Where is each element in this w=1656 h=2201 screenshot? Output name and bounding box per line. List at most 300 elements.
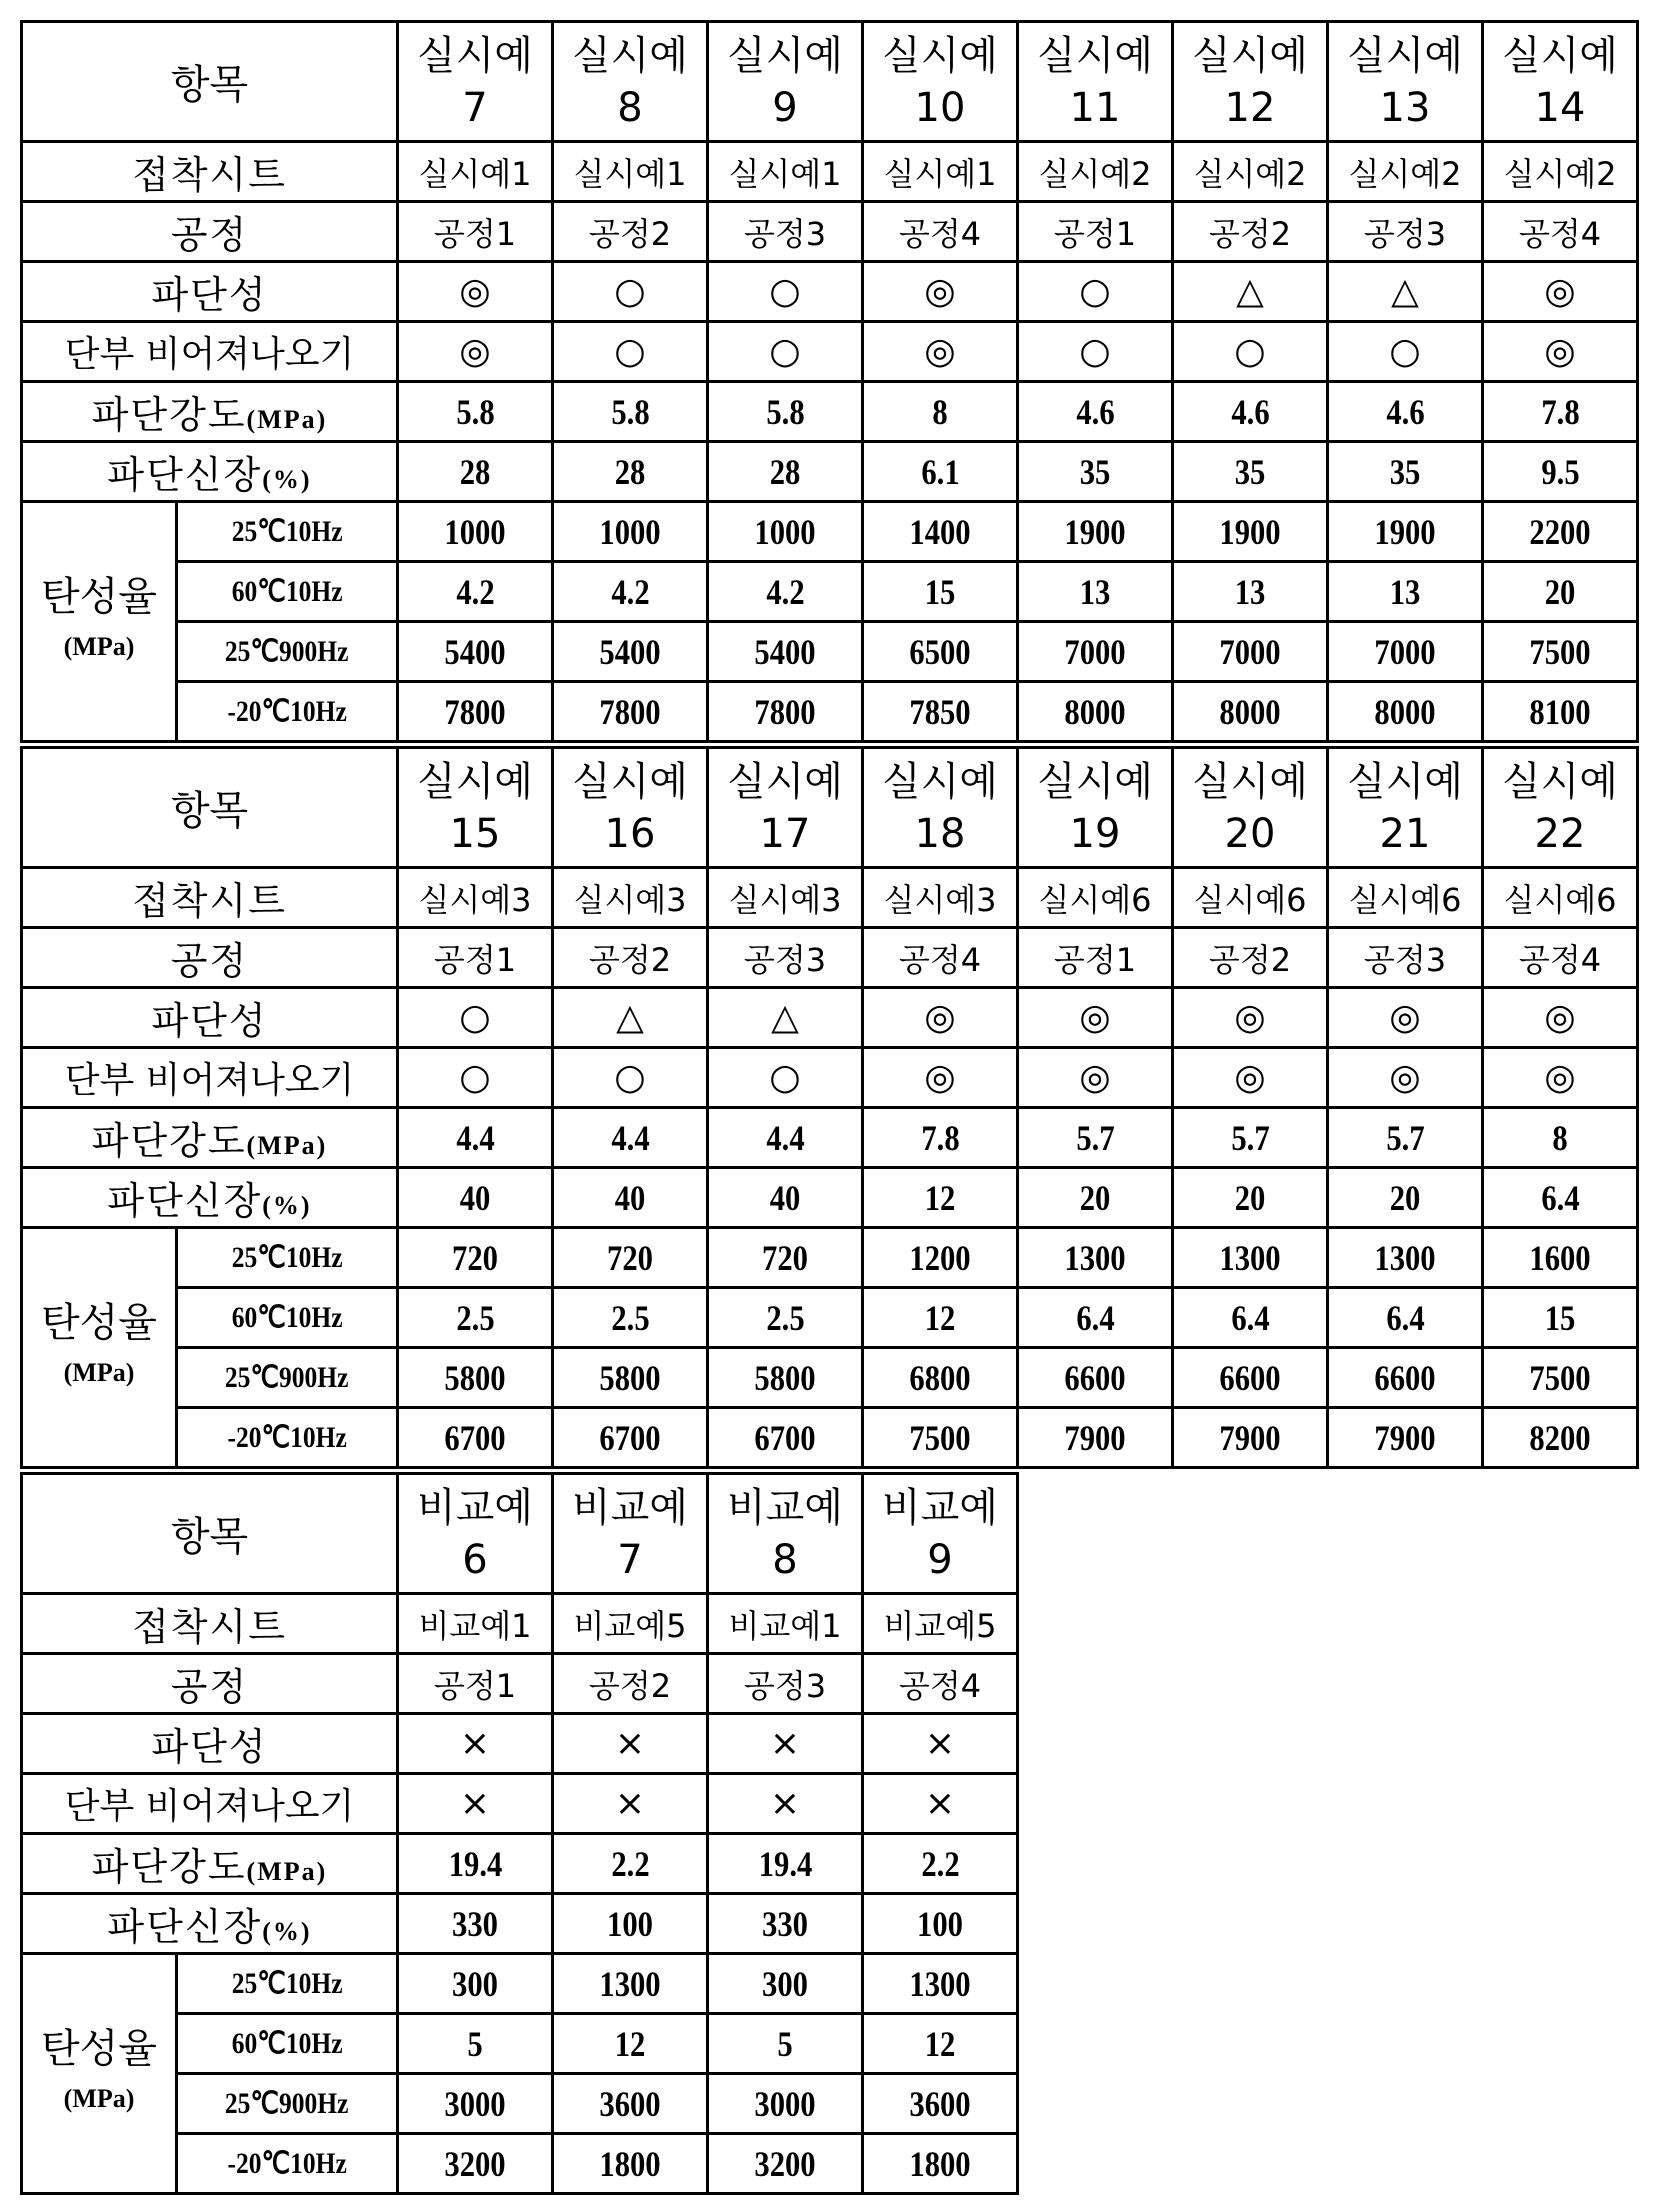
table-cell bbox=[1018, 1348, 1173, 1408]
table-cell bbox=[398, 262, 553, 322]
process-value: 공정3 bbox=[744, 1667, 826, 1705]
breakability-label bbox=[22, 262, 398, 322]
column-title: 비교예 bbox=[399, 1482, 551, 1534]
table-cell bbox=[1173, 322, 1328, 382]
modulus-value: 7000 bbox=[1219, 631, 1280, 673]
table-cell bbox=[863, 1408, 1018, 1468]
breakability-value: ○ bbox=[1079, 271, 1110, 312]
breakability-value: ◎ bbox=[1234, 997, 1265, 1038]
elastic-modulus-label bbox=[22, 502, 177, 742]
table-cell bbox=[1018, 682, 1173, 742]
condition-label bbox=[177, 562, 398, 622]
table-cell bbox=[553, 1288, 708, 1348]
table-cell bbox=[1173, 1168, 1328, 1228]
modulus-value: 7800 bbox=[444, 691, 505, 733]
elongation-value: 35 bbox=[1235, 451, 1266, 493]
process-row bbox=[22, 202, 1638, 262]
column-title: 비교예 bbox=[864, 1482, 1016, 1534]
modulus-value: 1800 bbox=[909, 2143, 970, 2185]
table-cell bbox=[1173, 382, 1328, 442]
strength-value: 4.4 bbox=[456, 1117, 494, 1159]
edge-protrusion-label bbox=[22, 1774, 398, 1834]
column-header bbox=[708, 748, 863, 868]
table-cell bbox=[553, 2074, 708, 2134]
column-number: 22 bbox=[1484, 808, 1636, 860]
table-cell bbox=[1483, 868, 1638, 928]
modulus-value: 1300 bbox=[1064, 1237, 1125, 1279]
strength-value: 19.4 bbox=[448, 1843, 502, 1885]
elongation-value: 40 bbox=[770, 1177, 801, 1219]
table-cell bbox=[1018, 202, 1173, 262]
table-cell bbox=[398, 1714, 553, 1774]
modulus-value: 6700 bbox=[599, 1417, 660, 1459]
elastic-modulus-row bbox=[22, 1408, 1638, 1468]
breaking-elongation-row bbox=[22, 442, 1638, 502]
table-cell bbox=[398, 1108, 553, 1168]
breakability-value: ○ bbox=[614, 271, 645, 312]
column-header bbox=[553, 748, 708, 868]
column-number: 9 bbox=[864, 1534, 1016, 1586]
table-cell bbox=[1328, 988, 1483, 1048]
strength-value: 5.8 bbox=[456, 391, 494, 433]
table-cell bbox=[1018, 622, 1173, 682]
table-cell bbox=[1483, 1348, 1638, 1408]
table-cell bbox=[1328, 502, 1483, 562]
row-label-text: 파단강도 bbox=[92, 393, 247, 437]
modulus-value: 1200 bbox=[909, 1237, 970, 1279]
elastic-modulus-row bbox=[22, 1228, 1638, 1288]
unit-label: (MPa) bbox=[247, 1857, 328, 1886]
table-cell bbox=[1328, 322, 1483, 382]
process-value: 공정4 bbox=[899, 1667, 981, 1705]
table-cell bbox=[553, 1894, 708, 1954]
edge-value: × bbox=[925, 1783, 955, 1824]
condition-label bbox=[177, 502, 398, 562]
process-value: 공정3 bbox=[1364, 941, 1446, 979]
edge-protrusion-row bbox=[22, 322, 1638, 382]
table-cell bbox=[1173, 622, 1328, 682]
breakability-value: ○ bbox=[459, 997, 490, 1038]
table-cell bbox=[708, 1894, 863, 1954]
table-cell bbox=[1328, 1288, 1483, 1348]
row-label-text: 접착시트 bbox=[132, 1605, 287, 1649]
table-cell bbox=[398, 562, 553, 622]
table-cell bbox=[1173, 682, 1328, 742]
table-cell bbox=[398, 1228, 553, 1288]
sheet-value: 비교예5 bbox=[573, 1607, 686, 1645]
table-cell bbox=[863, 202, 1018, 262]
table-cell bbox=[708, 868, 863, 928]
modulus-unit: (MPa) bbox=[23, 2074, 175, 2124]
column-number: 10 bbox=[864, 82, 1016, 134]
modulus-value: 5800 bbox=[444, 1357, 505, 1399]
process-row bbox=[22, 1654, 1018, 1714]
breaking-elongation-row bbox=[22, 1168, 1638, 1228]
sheet-value: 비교예1 bbox=[728, 1607, 841, 1645]
sheet-value: 실시예2 bbox=[1348, 155, 1461, 193]
table-cell bbox=[1173, 868, 1328, 928]
table-cell bbox=[398, 502, 553, 562]
table-cell bbox=[553, 1348, 708, 1408]
condition-label bbox=[177, 1408, 398, 1468]
strength-value: 4.6 bbox=[1231, 391, 1269, 433]
process-value: 공정1 bbox=[434, 1667, 516, 1705]
breakability-label bbox=[22, 988, 398, 1048]
row-label-text: 단부 비어져나오기 bbox=[65, 334, 355, 375]
modulus-unit: (MPa) bbox=[23, 622, 175, 672]
edge-value: ○ bbox=[614, 1057, 645, 1098]
table-cell bbox=[708, 1594, 863, 1654]
table-cell bbox=[1173, 928, 1328, 988]
table-cell bbox=[863, 442, 1018, 502]
sheet-value: 실시예3 bbox=[418, 881, 531, 919]
table-cell bbox=[1328, 382, 1483, 442]
table-cell bbox=[398, 2134, 553, 2194]
elongation-value: 330 bbox=[452, 1903, 498, 1945]
unit-label: (%) bbox=[262, 1917, 311, 1946]
table-cell bbox=[398, 1654, 553, 1714]
column-header bbox=[708, 22, 863, 142]
strength-value: 19.4 bbox=[758, 1843, 812, 1885]
item-header: 항목 bbox=[22, 748, 398, 868]
table-cell bbox=[1018, 322, 1173, 382]
breakability-row bbox=[22, 262, 1638, 322]
modulus-value: 3000 bbox=[754, 2083, 815, 2125]
modulus-value: 1800 bbox=[599, 2143, 660, 2185]
modulus-value: 15 bbox=[1545, 1297, 1576, 1339]
sheet-value: 실시예1 bbox=[883, 155, 996, 193]
table-cell bbox=[1328, 262, 1483, 322]
table-cell bbox=[398, 1048, 553, 1108]
condition-text: 25℃10Hz bbox=[232, 1966, 343, 2001]
elastic-modulus-row bbox=[22, 1954, 1018, 2014]
process-value: 공정4 bbox=[1519, 215, 1601, 253]
modulus-value: 720 bbox=[452, 1237, 498, 1279]
table-cell bbox=[553, 502, 708, 562]
table-cell bbox=[1018, 1168, 1173, 1228]
table-cell bbox=[708, 2014, 863, 2074]
sheet-value: 실시예2 bbox=[1038, 155, 1151, 193]
modulus-value: 6600 bbox=[1374, 1357, 1435, 1399]
sheet-value: 실시예3 bbox=[573, 881, 686, 919]
column-title: 실시예 bbox=[1174, 756, 1326, 808]
table-cell bbox=[398, 382, 553, 442]
breakability-value: × bbox=[615, 1723, 645, 1764]
breakability-row bbox=[22, 988, 1638, 1048]
condition-text: 60℃10Hz bbox=[232, 574, 343, 609]
condition-label bbox=[177, 622, 398, 682]
modulus-value: 6.4 bbox=[1076, 1297, 1114, 1339]
table-cell bbox=[1018, 1108, 1173, 1168]
edge-value: × bbox=[460, 1783, 490, 1824]
sheet-value: 실시예1 bbox=[573, 155, 686, 193]
table-cell bbox=[1173, 1408, 1328, 1468]
edge-value: ○ bbox=[769, 331, 800, 372]
table-cell bbox=[1328, 562, 1483, 622]
table-cell bbox=[708, 988, 863, 1048]
modulus-value: 3000 bbox=[444, 2083, 505, 2125]
table-cell bbox=[553, 928, 708, 988]
table-cell bbox=[708, 502, 863, 562]
table-cell bbox=[1173, 988, 1328, 1048]
column-title: 비교예 bbox=[554, 1482, 706, 1534]
elongation-value: 28 bbox=[615, 451, 646, 493]
unit-label: (MPa) bbox=[247, 1131, 328, 1160]
breaking-elongation-label bbox=[22, 1894, 398, 1954]
table-cell bbox=[553, 382, 708, 442]
table-cell bbox=[553, 1108, 708, 1168]
table-cell bbox=[863, 1834, 1018, 1894]
table-cell bbox=[553, 988, 708, 1048]
table-cell bbox=[1328, 142, 1483, 202]
modulus-label-text: 탄성율 bbox=[23, 1298, 175, 1348]
column-title: 실시예 bbox=[1019, 30, 1171, 82]
sheet-value: 실시예6 bbox=[1038, 881, 1151, 919]
table-cell bbox=[1018, 928, 1173, 988]
row-label-text: 파단성 bbox=[151, 999, 267, 1043]
table-cell bbox=[553, 2014, 708, 2074]
strength-value: 5.8 bbox=[766, 391, 804, 433]
modulus-value: 2.5 bbox=[611, 1297, 649, 1339]
results-table-1 bbox=[20, 20, 1639, 743]
table-cell bbox=[863, 868, 1018, 928]
edge-protrusion-label bbox=[22, 1048, 398, 1108]
process-value: 공정3 bbox=[744, 215, 826, 253]
column-title: 실시예 bbox=[709, 30, 861, 82]
edge-protrusion-row bbox=[22, 1774, 1018, 1834]
modulus-value: 3200 bbox=[444, 2143, 505, 2185]
table-cell bbox=[1328, 622, 1483, 682]
elongation-value: 100 bbox=[607, 1903, 653, 1945]
table-cell bbox=[863, 1288, 1018, 1348]
elastic-modulus-label bbox=[22, 1954, 177, 2194]
table-cell bbox=[1173, 1348, 1328, 1408]
breakability-value: ◎ bbox=[1079, 997, 1110, 1038]
breakability-value: × bbox=[770, 1723, 800, 1764]
modulus-value: 4.2 bbox=[766, 571, 804, 613]
modulus-value: 6.4 bbox=[1386, 1297, 1424, 1339]
adhesive-sheet-label bbox=[22, 868, 398, 928]
table-cell bbox=[1328, 868, 1483, 928]
table-cell bbox=[1483, 682, 1638, 742]
breaking-strength-label bbox=[22, 1834, 398, 1894]
table-cell bbox=[708, 1774, 863, 1834]
modulus-label-text: 탄성율 bbox=[23, 572, 175, 622]
table-cell bbox=[1173, 1048, 1328, 1108]
modulus-value: 1900 bbox=[1219, 511, 1280, 553]
process-value: 공정3 bbox=[1364, 215, 1446, 253]
row-label-text: 단부 비어져나오기 bbox=[65, 1786, 355, 1827]
strength-value: 5.7 bbox=[1231, 1117, 1269, 1159]
elongation-value: 40 bbox=[615, 1177, 646, 1219]
table-cell bbox=[398, 2014, 553, 2074]
modulus-value: 4.2 bbox=[611, 571, 649, 613]
table-cell bbox=[1483, 1288, 1638, 1348]
modulus-value: 15 bbox=[925, 571, 956, 613]
table-cell bbox=[863, 682, 1018, 742]
table-cell bbox=[863, 1594, 1018, 1654]
process-row bbox=[22, 928, 1638, 988]
table-cell bbox=[1018, 562, 1173, 622]
modulus-value: 7900 bbox=[1374, 1417, 1435, 1459]
table-cell bbox=[398, 1894, 553, 1954]
column-title: 실시예 bbox=[864, 756, 1016, 808]
table-cell bbox=[1328, 1108, 1483, 1168]
table-cell bbox=[1173, 442, 1328, 502]
breaking-elongation-label bbox=[22, 1168, 398, 1228]
edge-value: ◎ bbox=[459, 331, 490, 372]
breakability-value: ◎ bbox=[924, 997, 955, 1038]
condition-label bbox=[177, 2074, 398, 2134]
edge-protrusion-label bbox=[22, 322, 398, 382]
modulus-value: 13 bbox=[1080, 571, 1111, 613]
table-cell bbox=[708, 202, 863, 262]
edge-value: × bbox=[770, 1783, 800, 1824]
modulus-value: 2.5 bbox=[456, 1297, 494, 1339]
header-row bbox=[22, 1474, 1018, 1594]
row-label-text: 파단성 bbox=[151, 273, 267, 317]
table-cell bbox=[863, 142, 1018, 202]
strength-value: 7.8 bbox=[1541, 391, 1579, 433]
table-cell bbox=[1328, 202, 1483, 262]
table-cell bbox=[1328, 928, 1483, 988]
column-title: 실시예 bbox=[1329, 30, 1481, 82]
table-cell bbox=[1173, 502, 1328, 562]
modulus-value: 300 bbox=[452, 1963, 498, 2005]
table-cell bbox=[398, 322, 553, 382]
table-cell bbox=[553, 142, 708, 202]
modulus-value: 720 bbox=[607, 1237, 653, 1279]
table-cell bbox=[553, 1594, 708, 1654]
table-cell bbox=[1018, 442, 1173, 502]
strength-value: 4.6 bbox=[1076, 391, 1114, 433]
table-cell bbox=[863, 1108, 1018, 1168]
table-cell bbox=[708, 2074, 863, 2134]
table-cell bbox=[708, 1048, 863, 1108]
edge-value: ◎ bbox=[1234, 1057, 1265, 1098]
column-number: 11 bbox=[1019, 82, 1171, 134]
table-cell bbox=[708, 382, 863, 442]
modulus-value: 20 bbox=[1545, 571, 1576, 613]
column-title: 실시예 bbox=[1484, 756, 1636, 808]
modulus-value: 8000 bbox=[1064, 691, 1125, 733]
table-cell bbox=[708, 1348, 863, 1408]
table-cell bbox=[863, 2134, 1018, 2194]
breakability-value: × bbox=[460, 1723, 490, 1764]
condition-text: 25℃10Hz bbox=[232, 514, 343, 549]
condition-label bbox=[177, 2134, 398, 2194]
modulus-value: 6700 bbox=[754, 1417, 815, 1459]
table-cell bbox=[553, 262, 708, 322]
condition-label bbox=[177, 1954, 398, 2014]
table-cell bbox=[708, 322, 863, 382]
process-value: 공정3 bbox=[744, 941, 826, 979]
edge-value: ◎ bbox=[1389, 1057, 1420, 1098]
condition-text: 60℃10Hz bbox=[232, 2026, 343, 2061]
table-cell bbox=[398, 1594, 553, 1654]
elongation-value: 28 bbox=[770, 451, 801, 493]
table-cell bbox=[863, 1654, 1018, 1714]
modulus-value: 6500 bbox=[909, 631, 970, 673]
modulus-value: 6600 bbox=[1219, 1357, 1280, 1399]
process-value: 공정2 bbox=[1209, 941, 1291, 979]
elongation-value: 35 bbox=[1080, 451, 1111, 493]
breakability-value: △ bbox=[616, 997, 644, 1038]
table-cell bbox=[1018, 1228, 1173, 1288]
column-title: 실시예 bbox=[1174, 30, 1326, 82]
unit-label: (%) bbox=[262, 465, 311, 494]
process-value: 공정1 bbox=[434, 215, 516, 253]
modulus-value: 2200 bbox=[1529, 511, 1590, 553]
modulus-value: 7000 bbox=[1374, 631, 1435, 673]
table-cell bbox=[1483, 502, 1638, 562]
elongation-value: 40 bbox=[460, 1177, 491, 1219]
table-cell bbox=[553, 1954, 708, 2014]
table-cell bbox=[1173, 1288, 1328, 1348]
table-cell bbox=[398, 1774, 553, 1834]
process-value: 공정2 bbox=[1209, 215, 1291, 253]
sheet-value: 실시예3 bbox=[883, 881, 996, 919]
table-cell bbox=[863, 1048, 1018, 1108]
row-label-text: 공정 bbox=[171, 213, 248, 257]
table-cell bbox=[553, 2134, 708, 2194]
breakability-value: ◎ bbox=[924, 271, 955, 312]
modulus-value: 1000 bbox=[444, 511, 505, 553]
elongation-value: 9.5 bbox=[1541, 451, 1579, 493]
table-cell bbox=[1483, 988, 1638, 1048]
row-label-text: 접착시트 bbox=[132, 879, 287, 923]
modulus-value: 8200 bbox=[1529, 1417, 1590, 1459]
modulus-value: 8000 bbox=[1219, 691, 1280, 733]
breaking-strength-row bbox=[22, 382, 1638, 442]
column-header bbox=[863, 748, 1018, 868]
breaking-elongation-row bbox=[22, 1894, 1018, 1954]
condition-text: 60℃10Hz bbox=[232, 1300, 343, 1335]
column-number: 15 bbox=[399, 808, 551, 860]
table-cell bbox=[708, 622, 863, 682]
table-cell bbox=[398, 622, 553, 682]
column-title: 실시예 bbox=[1329, 756, 1481, 808]
modulus-value: 1000 bbox=[754, 511, 815, 553]
table-cell bbox=[1018, 868, 1173, 928]
condition-label bbox=[177, 1288, 398, 1348]
table-cell bbox=[708, 262, 863, 322]
table-cell bbox=[398, 928, 553, 988]
condition-label bbox=[177, 682, 398, 742]
process-label bbox=[22, 1654, 398, 1714]
edge-value: ◎ bbox=[1079, 1057, 1110, 1098]
modulus-value: 13 bbox=[1390, 571, 1421, 613]
sheet-value: 비교예5 bbox=[883, 1607, 996, 1645]
modulus-value: 5400 bbox=[444, 631, 505, 673]
column-number: 20 bbox=[1174, 808, 1326, 860]
process-value: 공정2 bbox=[589, 941, 671, 979]
process-label bbox=[22, 202, 398, 262]
row-label-text: 파단신장 bbox=[107, 1179, 262, 1223]
column-title: 실시예 bbox=[399, 756, 551, 808]
condition-text: 25℃900Hz bbox=[225, 2086, 349, 2121]
table-cell bbox=[863, 2014, 1018, 2074]
breaking-strength-row bbox=[22, 1108, 1638, 1168]
table-cell bbox=[1018, 502, 1173, 562]
table-cell bbox=[863, 562, 1018, 622]
column-number: 8 bbox=[554, 82, 706, 134]
modulus-value: 2.5 bbox=[766, 1297, 804, 1339]
modulus-value: 7000 bbox=[1064, 631, 1125, 673]
table-cell bbox=[553, 322, 708, 382]
table-cell bbox=[863, 262, 1018, 322]
process-value: 공정2 bbox=[589, 215, 671, 253]
